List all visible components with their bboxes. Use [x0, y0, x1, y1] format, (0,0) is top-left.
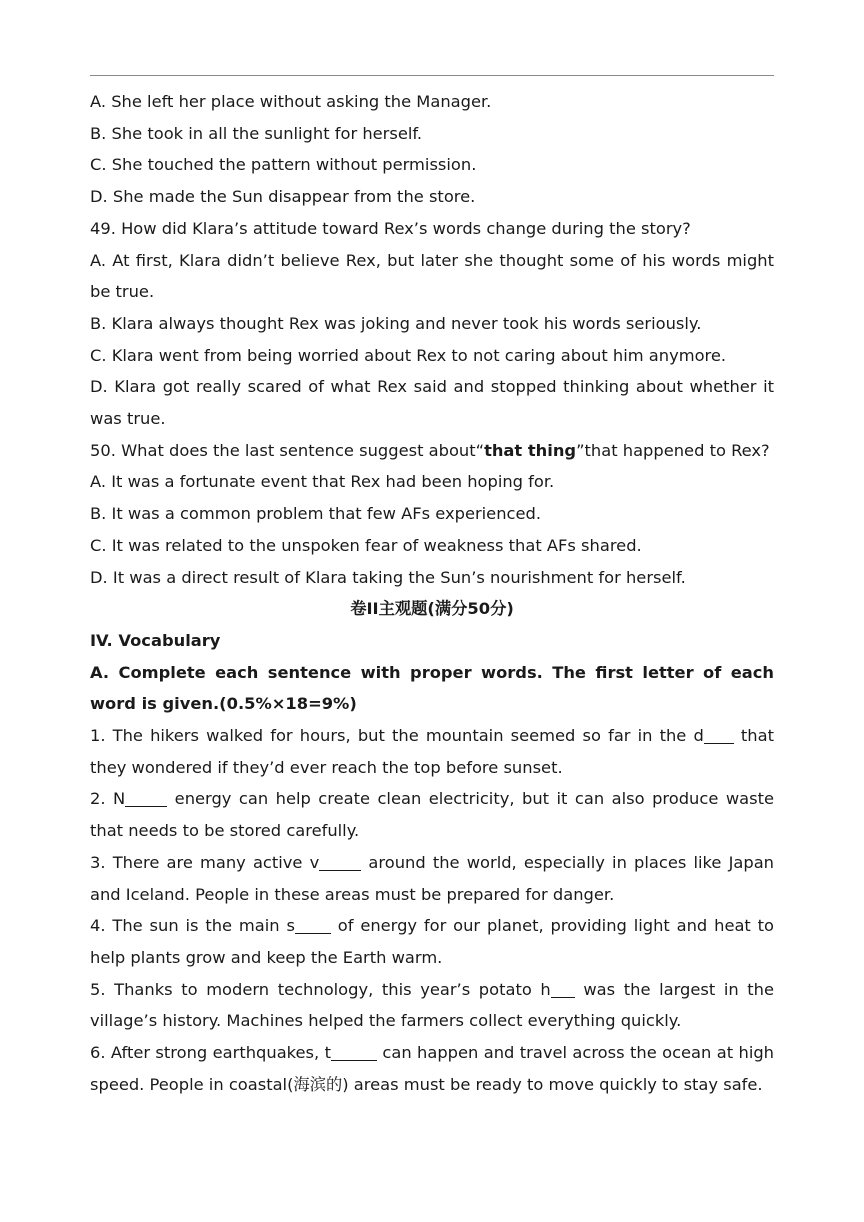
q50-question-pre: 50. What does the last sentence suggest about“: [90, 440, 485, 460]
q49-option-b: B. Klara always thought Rex was joking and never took his words seriously.: [90, 313, 702, 333]
q50-question-bold: that thing: [484, 440, 577, 460]
q48-option-d: D. She made the Sun disappear from the store.: [90, 187, 476, 207]
vocab-sentence-4: [90, 910, 774, 973]
q50-option-b: B. It was a common problem that few AFs experienced.: [90, 504, 542, 524]
vocab-sentence-1: [90, 720, 774, 783]
q50-option-d: D. It was a direct result of Klara taking the Sun’s nourishment for herself.: [90, 567, 686, 587]
sentence-text: can happen and travel across the ocean at high speed. People in coastal(海滨的) areas must be ready to move quickly to stay safe.: [90, 1043, 774, 1094]
q49-option-d: D. Klara got really scared of what Rex said and stopped thinking about whether it was true.: [90, 377, 774, 429]
sentence-text: energy can help create clean electricity, but it can also produce waste that needs to be stored carefully.: [90, 789, 774, 841]
vocab-heading: IV. Vocabulary: [90, 630, 221, 650]
sentence-text: 3. There are many active v: [90, 852, 320, 872]
answer-blank[interactable]: [331, 1043, 377, 1061]
q49-option-a: A. At first, Klara didn’t believe Rex, but later she thought some of his words might be true.: [90, 250, 774, 302]
vocab-sentence-6: [90, 1037, 774, 1100]
q49-question: 49. How did Klara’s attitude toward Rex’s words change during the story?: [90, 218, 691, 238]
section-title: 卷II主观题(满分50分): [350, 599, 514, 619]
answer-blank[interactable]: [551, 980, 575, 998]
q48-option-c: C. She touched the pattern without permission.: [90, 155, 477, 175]
sentence-text: 6. After strong earthquakes, t: [90, 1043, 331, 1063]
q50-option-c: C. It was related to the unspoken fear of weakness that AFs shared.: [90, 535, 642, 555]
sentence-text: 1. The hikers walked for hours, but the mountain seemed so far in the d: [90, 726, 704, 746]
q50-option-a: A. It was a fortunate event that Rex had been hoping for.: [90, 472, 555, 492]
sentence-text: 5. Thanks to modern technology, this year’s potato h: [90, 979, 551, 999]
sentence-text: around the world, especially in places like Japan and Iceland. People in these areas must be prepared for danger.: [90, 852, 774, 904]
vocab-sentence-5: [90, 974, 774, 1037]
sentence-text: that they wondered if they’d ever reach the top before sunset.: [90, 726, 774, 777]
answer-blank[interactable]: [295, 916, 331, 934]
sentence-text: 4. The sun is the main s: [90, 916, 295, 936]
vocab-sentence-3: [90, 847, 774, 910]
vocab-sentence-2: [90, 783, 774, 846]
q49-option-c: C. Klara went from being worried about Rex to not caring about him anymore.: [90, 345, 727, 365]
q50-question: [90, 435, 774, 467]
sentence-text: of energy for our planet, providing light and heat to help plants grow and keep the Earth warm.: [90, 916, 775, 967]
answer-blank[interactable]: [319, 853, 361, 871]
answer-blank[interactable]: [125, 789, 167, 807]
vocab-instruction: A. Complete each sentence with proper words. The first letter of each word is given.(0.5%×18=9%): [90, 662, 774, 714]
header-rule: [90, 75, 774, 76]
q48-option-a: A. She left her place without asking the Manager.: [90, 92, 492, 111]
q50-question-post: ”that happened to Rex?: [576, 440, 770, 460]
answer-blank[interactable]: [704, 726, 734, 744]
document-body: [90, 86, 774, 1101]
sentence-text: was the largest in the village’s history. Machines helped the farmers collect everything quickly.: [90, 979, 774, 1031]
sentence-text: 2. N: [90, 789, 126, 809]
q48-option-b: B. She took in all the sunlight for herself.: [90, 123, 423, 143]
